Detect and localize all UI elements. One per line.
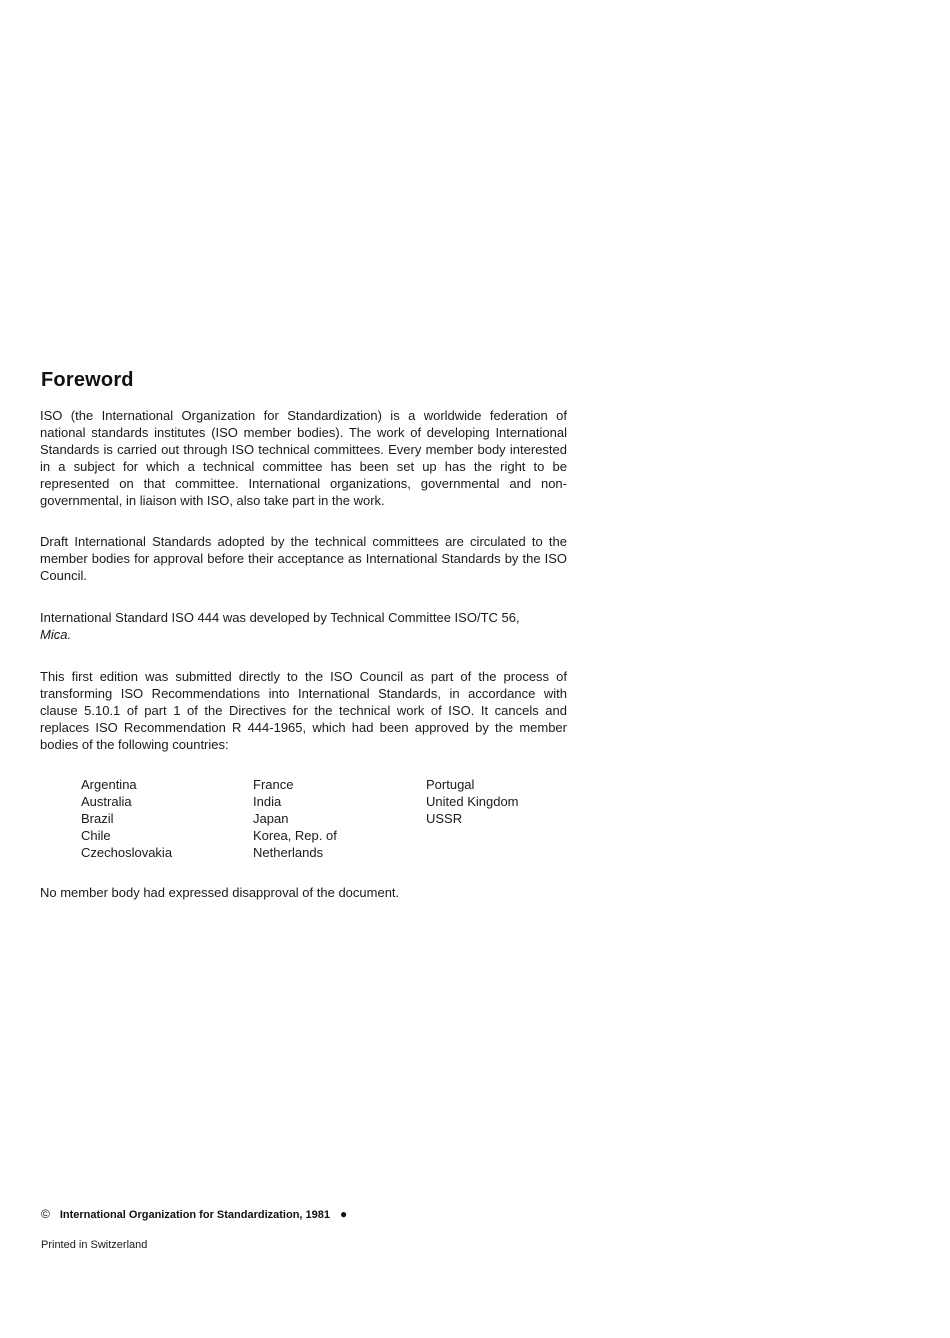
country-column-2 — [253, 776, 337, 861]
foreword-paragraph-4: This first edition was submitted directly to the ISO Council as part of the process of transforming ISO Recommendations into International Standards, in accordance with clause 5.10.1 of part 1 of the Directives for the technical work of ISO. It cancels and replaces ISO Recommendation R 444-1965, which had been approved by the member bodies of the following countries: — [40, 669, 567, 752]
country-item: United Kingdom — [426, 794, 519, 809]
country-item: Brazil — [81, 811, 114, 826]
copyright-icon: © — [41, 1207, 50, 1221]
country-item: Portugal — [426, 777, 475, 792]
foreword-paragraph-3 — [40, 609, 567, 643]
foreword-paragraph-2: Draft International Standards adopted by the technical committees are circulated to the member bodies for approval before their acceptance as International Standards by the ISO Council. — [40, 534, 567, 583]
bullet-icon: ● — [340, 1207, 348, 1221]
page-title: Foreword — [41, 369, 134, 391]
committee-subject: Mica. — [40, 627, 72, 642]
country-item: France — [253, 777, 294, 792]
printed-in-note: Printed in Switzerland — [41, 1239, 148, 1251]
foreword-paragraph-1: ISO (the International Organization for Standardization) is a worldwide federation of national standards institutes (ISO member bodies). The work of developing International Standards is carried out through ISO technical committees. Every member body interested in a subject for which a technical committee has been set up has the right to be represented on that committee. International organizations, governmental and non-governmental, in liaison with ISO, also take part in the work. — [40, 408, 567, 508]
country-item: Czechoslovakia — [81, 845, 173, 860]
copyright-text: International Organization for Standardization, 1981 — [59, 1209, 330, 1221]
country-item: USSR — [426, 811, 463, 826]
country-column-3 — [426, 776, 519, 827]
country-item: India — [253, 794, 282, 809]
country-column-1 — [81, 776, 172, 861]
country-item: Korea, Rep. of — [253, 828, 337, 843]
country-item: Australia — [81, 794, 132, 809]
country-item: Chile — [81, 828, 111, 843]
foreword-paragraph-5: No member body had expressed disapproval of the document. — [40, 885, 400, 900]
country-item: Netherlands — [253, 845, 324, 860]
country-item: Argentina — [81, 777, 137, 792]
committee-statement: International Standard ISO 444 was developed by Technical Committee ISO/TC 56, — [40, 610, 520, 625]
country-item: Japan — [253, 811, 289, 826]
copyright-line — [41, 1207, 347, 1221]
